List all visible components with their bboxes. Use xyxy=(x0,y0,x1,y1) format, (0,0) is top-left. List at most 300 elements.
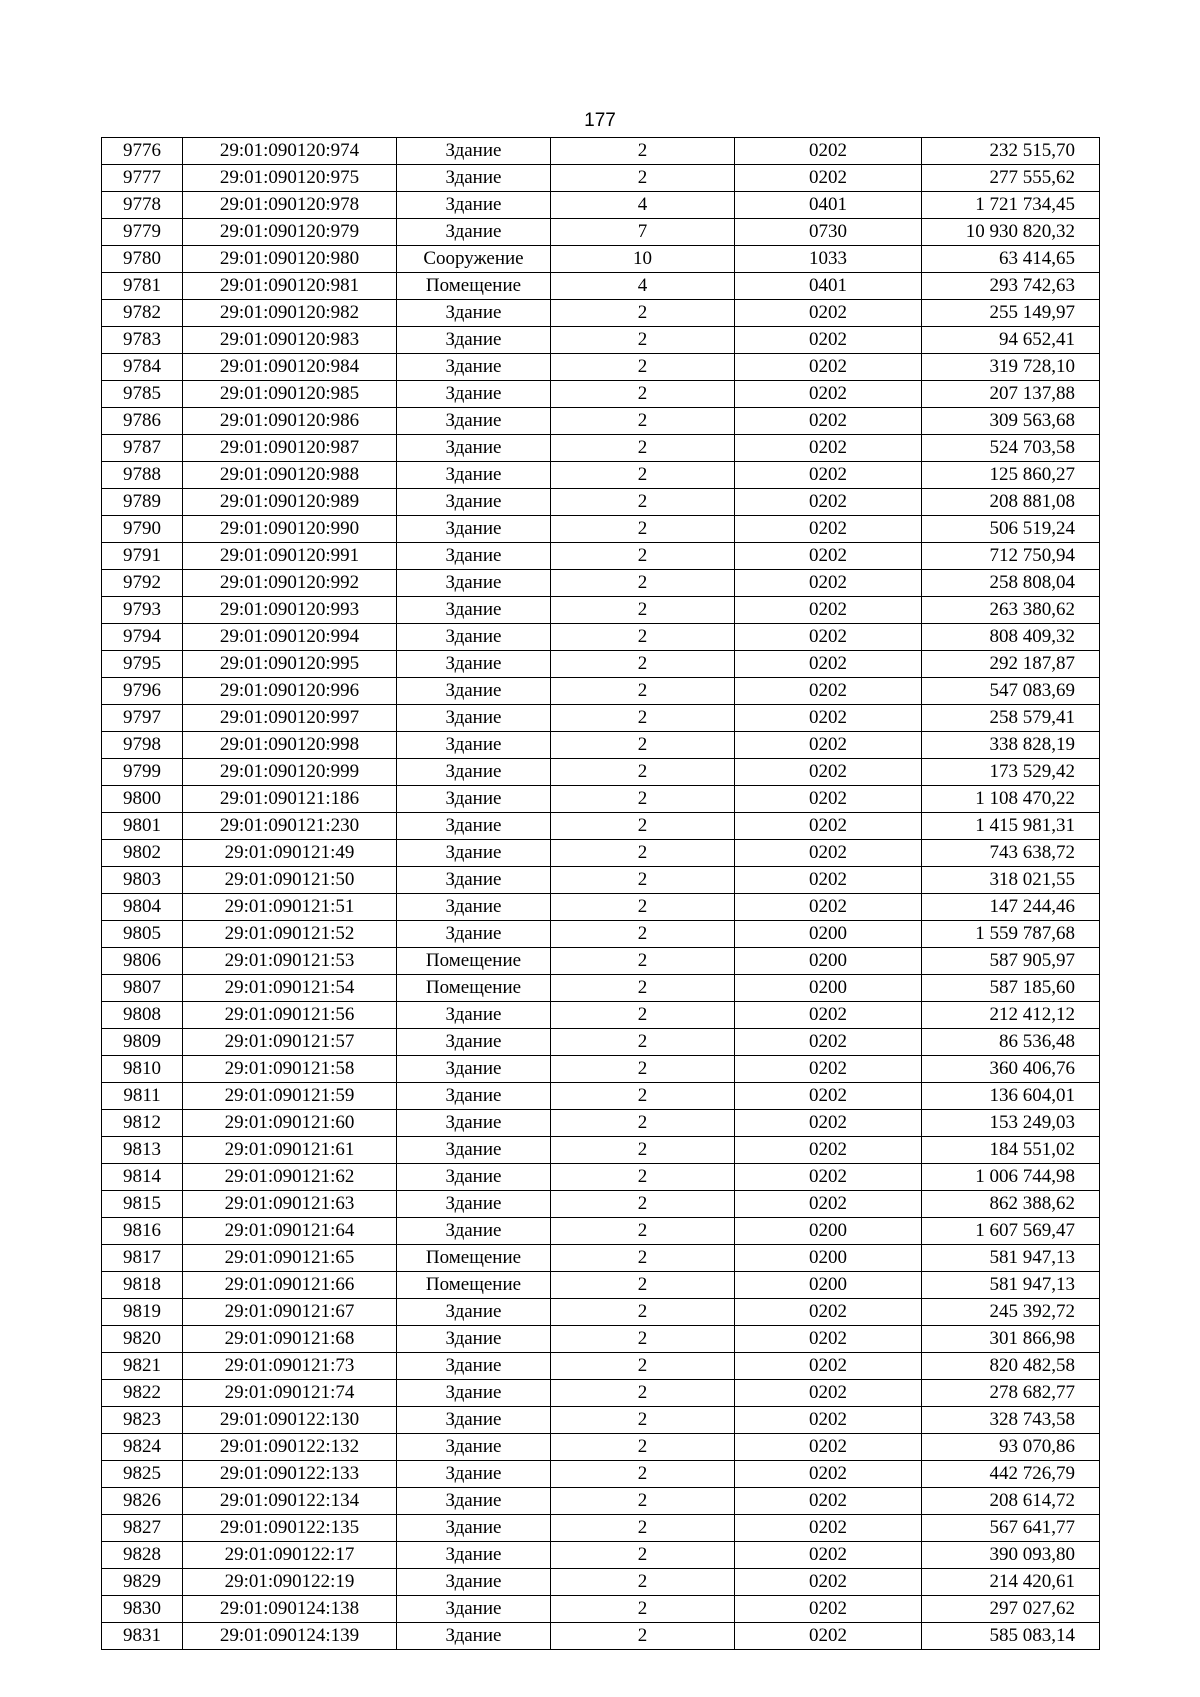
row-number-cell: 9794 xyxy=(102,624,183,651)
cadastral-value-cell: 255 149,97 xyxy=(922,300,1100,327)
row-number-cell: 9818 xyxy=(102,1272,183,1299)
row-number-cell: 9782 xyxy=(102,300,183,327)
group-number-cell: 2 xyxy=(551,1245,735,1272)
cadastral-value-cell: 442 726,79 xyxy=(922,1461,1100,1488)
row-number-cell: 9791 xyxy=(102,543,183,570)
subgroup-code-cell: 0202 xyxy=(735,300,922,327)
table-row xyxy=(102,678,1100,705)
group-number-cell: 2 xyxy=(551,1515,735,1542)
subgroup-code-cell: 0202 xyxy=(735,327,922,354)
cadastral-value-cell: 258 579,41 xyxy=(922,705,1100,732)
subgroup-code-cell: 0202 xyxy=(735,435,922,462)
row-number-cell: 9822 xyxy=(102,1380,183,1407)
cadastral-value-table xyxy=(101,137,1100,1650)
subgroup-code-cell: 0202 xyxy=(735,1488,922,1515)
subgroup-code-cell: 0202 xyxy=(735,1299,922,1326)
group-number-cell: 4 xyxy=(551,192,735,219)
table-row xyxy=(102,246,1100,273)
group-number-cell: 2 xyxy=(551,624,735,651)
subgroup-code-cell: 0202 xyxy=(735,1110,922,1137)
cadastral-value-cell: 63 414,65 xyxy=(922,246,1100,273)
table-row xyxy=(102,273,1100,300)
group-number-cell: 2 xyxy=(551,921,735,948)
table-row xyxy=(102,1434,1100,1461)
object-type-cell: Здание xyxy=(397,1299,551,1326)
subgroup-code-cell: 0202 xyxy=(735,1083,922,1110)
group-number-cell: 2 xyxy=(551,1110,735,1137)
cadastral-value-cell: 862 388,62 xyxy=(922,1191,1100,1218)
cadastral-value-cell: 153 249,03 xyxy=(922,1110,1100,1137)
table-row xyxy=(102,1218,1100,1245)
table-row xyxy=(102,1029,1100,1056)
row-number-cell: 9793 xyxy=(102,597,183,624)
cadastral-value-cell: 712 750,94 xyxy=(922,543,1100,570)
subgroup-code-cell: 0202 xyxy=(735,165,922,192)
row-number-cell: 9792 xyxy=(102,570,183,597)
cadastral-number-cell: 29:01:090121:54 xyxy=(183,975,397,1002)
subgroup-code-cell: 0202 xyxy=(735,1002,922,1029)
cadastral-number-cell: 29:01:090120:998 xyxy=(183,732,397,759)
cadastral-number-cell: 29:01:090121:230 xyxy=(183,813,397,840)
cadastral-value-cell: 318 021,55 xyxy=(922,867,1100,894)
subgroup-code-cell: 0202 xyxy=(735,786,922,813)
cadastral-number-cell: 29:01:090120:985 xyxy=(183,381,397,408)
table-row xyxy=(102,435,1100,462)
group-number-cell: 2 xyxy=(551,1353,735,1380)
object-type-cell: Здание xyxy=(397,138,551,165)
cadastral-value-cell: 547 083,69 xyxy=(922,678,1100,705)
table-row xyxy=(102,1569,1100,1596)
subgroup-code-cell: 0202 xyxy=(735,1596,922,1623)
cadastral-value-cell: 1 721 734,45 xyxy=(922,192,1100,219)
subgroup-code-cell: 0401 xyxy=(735,192,922,219)
object-type-cell: Здание xyxy=(397,489,551,516)
cadastral-value-cell: 208 881,08 xyxy=(922,489,1100,516)
object-type-cell: Здание xyxy=(397,192,551,219)
cadastral-number-cell: 29:01:090120:975 xyxy=(183,165,397,192)
cadastral-value-cell: 1 559 787,68 xyxy=(922,921,1100,948)
cadastral-number-cell: 29:01:090121:60 xyxy=(183,1110,397,1137)
group-number-cell: 2 xyxy=(551,813,735,840)
group-number-cell: 2 xyxy=(551,786,735,813)
table-row xyxy=(102,894,1100,921)
row-number-cell: 9827 xyxy=(102,1515,183,1542)
object-type-cell: Здание xyxy=(397,1380,551,1407)
cadastral-value-cell: 232 515,70 xyxy=(922,138,1100,165)
row-number-cell: 9824 xyxy=(102,1434,183,1461)
group-number-cell: 2 xyxy=(551,1326,735,1353)
subgroup-code-cell: 0202 xyxy=(735,1326,922,1353)
row-number-cell: 9805 xyxy=(102,921,183,948)
subgroup-code-cell: 0202 xyxy=(735,813,922,840)
row-number-cell: 9815 xyxy=(102,1191,183,1218)
object-type-cell: Здание xyxy=(397,1461,551,1488)
row-number-cell: 9803 xyxy=(102,867,183,894)
row-number-cell: 9781 xyxy=(102,273,183,300)
cadastral-number-cell: 29:01:090120:988 xyxy=(183,462,397,489)
cadastral-number-cell: 29:01:090120:996 xyxy=(183,678,397,705)
cadastral-value-cell: 245 392,72 xyxy=(922,1299,1100,1326)
cadastral-number-cell: 29:01:090121:59 xyxy=(183,1083,397,1110)
object-type-cell: Здание xyxy=(397,1083,551,1110)
table-row xyxy=(102,1326,1100,1353)
subgroup-code-cell: 0202 xyxy=(735,840,922,867)
subgroup-code-cell: 0200 xyxy=(735,1218,922,1245)
group-number-cell: 2 xyxy=(551,1002,735,1029)
cadastral-number-cell: 29:01:090121:66 xyxy=(183,1272,397,1299)
subgroup-code-cell: 0202 xyxy=(735,894,922,921)
row-number-cell: 9816 xyxy=(102,1218,183,1245)
table-row xyxy=(102,651,1100,678)
table-row xyxy=(102,624,1100,651)
row-number-cell: 9820 xyxy=(102,1326,183,1353)
group-number-cell: 7 xyxy=(551,219,735,246)
cadastral-value-cell: 808 409,32 xyxy=(922,624,1100,651)
cadastral-value-cell: 277 555,62 xyxy=(922,165,1100,192)
group-number-cell: 2 xyxy=(551,975,735,1002)
cadastral-value-cell: 94 652,41 xyxy=(922,327,1100,354)
table-row xyxy=(102,921,1100,948)
subgroup-code-cell: 0202 xyxy=(735,1353,922,1380)
object-type-cell: Здание xyxy=(397,435,551,462)
cadastral-number-cell: 29:01:090122:133 xyxy=(183,1461,397,1488)
cadastral-number-cell: 29:01:090121:61 xyxy=(183,1137,397,1164)
table-row xyxy=(102,570,1100,597)
row-number-cell: 9795 xyxy=(102,651,183,678)
cadastral-value-cell: 585 083,14 xyxy=(922,1623,1100,1650)
table-row xyxy=(102,948,1100,975)
cadastral-value-cell: 301 866,98 xyxy=(922,1326,1100,1353)
group-number-cell: 2 xyxy=(551,462,735,489)
object-type-cell: Здание xyxy=(397,1029,551,1056)
table-row xyxy=(102,732,1100,759)
row-number-cell: 9819 xyxy=(102,1299,183,1326)
object-type-cell: Здание xyxy=(397,894,551,921)
cadastral-value-cell: 360 406,76 xyxy=(922,1056,1100,1083)
subgroup-code-cell: 0202 xyxy=(735,732,922,759)
cadastral-number-cell: 29:01:090120:993 xyxy=(183,597,397,624)
row-number-cell: 9821 xyxy=(102,1353,183,1380)
group-number-cell: 2 xyxy=(551,1299,735,1326)
table-row xyxy=(102,1542,1100,1569)
row-number-cell: 9778 xyxy=(102,192,183,219)
subgroup-code-cell: 0202 xyxy=(735,516,922,543)
group-number-cell: 4 xyxy=(551,273,735,300)
row-number-cell: 9796 xyxy=(102,678,183,705)
cadastral-number-cell: 29:01:090120:986 xyxy=(183,408,397,435)
group-number-cell: 2 xyxy=(551,165,735,192)
object-type-cell: Здание xyxy=(397,1434,551,1461)
object-type-cell: Здание xyxy=(397,1407,551,1434)
group-number-cell: 10 xyxy=(551,246,735,273)
table-row xyxy=(102,354,1100,381)
cadastral-number-cell: 29:01:090120:982 xyxy=(183,300,397,327)
object-type-cell: Здание xyxy=(397,678,551,705)
cadastral-value-cell: 581 947,13 xyxy=(922,1245,1100,1272)
table-row xyxy=(102,300,1100,327)
object-type-cell: Здание xyxy=(397,354,551,381)
table-row xyxy=(102,813,1100,840)
cadastral-value-cell: 390 093,80 xyxy=(922,1542,1100,1569)
cadastral-value-cell: 173 529,42 xyxy=(922,759,1100,786)
group-number-cell: 2 xyxy=(551,381,735,408)
subgroup-code-cell: 0202 xyxy=(735,597,922,624)
table-row xyxy=(102,462,1100,489)
cadastral-number-cell: 29:01:090121:186 xyxy=(183,786,397,813)
row-number-cell: 9808 xyxy=(102,1002,183,1029)
cadastral-number-cell: 29:01:090120:995 xyxy=(183,651,397,678)
cadastral-value-cell: 207 137,88 xyxy=(922,381,1100,408)
group-number-cell: 2 xyxy=(551,435,735,462)
row-number-cell: 9810 xyxy=(102,1056,183,1083)
object-type-cell: Здание xyxy=(397,813,551,840)
cadastral-number-cell: 29:01:090121:58 xyxy=(183,1056,397,1083)
object-type-cell: Здание xyxy=(397,705,551,732)
cadastral-value-cell: 309 563,68 xyxy=(922,408,1100,435)
object-type-cell: Здание xyxy=(397,1326,551,1353)
object-type-cell: Здание xyxy=(397,1191,551,1218)
row-number-cell: 9804 xyxy=(102,894,183,921)
table-row xyxy=(102,1488,1100,1515)
cadastral-value-cell: 136 604,01 xyxy=(922,1083,1100,1110)
group-number-cell: 2 xyxy=(551,1461,735,1488)
group-number-cell: 2 xyxy=(551,1569,735,1596)
cadastral-value-cell: 263 380,62 xyxy=(922,597,1100,624)
row-number-cell: 9776 xyxy=(102,138,183,165)
cadastral-value-cell: 258 808,04 xyxy=(922,570,1100,597)
object-type-cell: Здание xyxy=(397,786,551,813)
cadastral-value-cell: 297 027,62 xyxy=(922,1596,1100,1623)
subgroup-code-cell: 0202 xyxy=(735,1407,922,1434)
row-number-cell: 9798 xyxy=(102,732,183,759)
cadastral-value-cell: 292 187,87 xyxy=(922,651,1100,678)
cadastral-number-cell: 29:01:090120:974 xyxy=(183,138,397,165)
subgroup-code-cell: 0401 xyxy=(735,273,922,300)
object-type-cell: Здание xyxy=(397,732,551,759)
group-number-cell: 2 xyxy=(551,1542,735,1569)
table-row xyxy=(102,597,1100,624)
object-type-cell: Здание xyxy=(397,1596,551,1623)
subgroup-code-cell: 0202 xyxy=(735,678,922,705)
subgroup-code-cell: 0200 xyxy=(735,948,922,975)
object-type-cell: Здание xyxy=(397,1569,551,1596)
table-row xyxy=(102,1083,1100,1110)
cadastral-number-cell: 29:01:090121:52 xyxy=(183,921,397,948)
group-number-cell: 2 xyxy=(551,300,735,327)
cadastral-value-cell: 293 742,63 xyxy=(922,273,1100,300)
cadastral-value-cell: 208 614,72 xyxy=(922,1488,1100,1515)
cadastral-number-cell: 29:01:090121:63 xyxy=(183,1191,397,1218)
group-number-cell: 2 xyxy=(551,597,735,624)
subgroup-code-cell: 0202 xyxy=(735,705,922,732)
object-type-cell: Помещение xyxy=(397,975,551,1002)
table-row xyxy=(102,1407,1100,1434)
row-number-cell: 9780 xyxy=(102,246,183,273)
subgroup-code-cell: 0202 xyxy=(735,381,922,408)
object-type-cell: Здание xyxy=(397,516,551,543)
row-number-cell: 9797 xyxy=(102,705,183,732)
table-row xyxy=(102,867,1100,894)
cadastral-number-cell: 29:01:090120:983 xyxy=(183,327,397,354)
group-number-cell: 2 xyxy=(551,354,735,381)
cadastral-number-cell: 29:01:090122:134 xyxy=(183,1488,397,1515)
cadastral-number-cell: 29:01:090121:57 xyxy=(183,1029,397,1056)
cadastral-value-cell: 10 930 820,32 xyxy=(922,219,1100,246)
row-number-cell: 9823 xyxy=(102,1407,183,1434)
row-number-cell: 9807 xyxy=(102,975,183,1002)
row-number-cell: 9779 xyxy=(102,219,183,246)
subgroup-code-cell: 0202 xyxy=(735,1434,922,1461)
group-number-cell: 2 xyxy=(551,1137,735,1164)
cadastral-number-cell: 29:01:090124:138 xyxy=(183,1596,397,1623)
group-number-cell: 2 xyxy=(551,651,735,678)
subgroup-code-cell: 0202 xyxy=(735,1569,922,1596)
cadastral-value-cell: 1 108 470,22 xyxy=(922,786,1100,813)
cadastral-number-cell: 29:01:090120:999 xyxy=(183,759,397,786)
cadastral-number-cell: 29:01:090120:978 xyxy=(183,192,397,219)
cadastral-number-cell: 29:01:090121:65 xyxy=(183,1245,397,1272)
row-number-cell: 9799 xyxy=(102,759,183,786)
row-number-cell: 9812 xyxy=(102,1110,183,1137)
table-row xyxy=(102,1380,1100,1407)
cadastral-number-cell: 29:01:090121:49 xyxy=(183,840,397,867)
subgroup-code-cell: 0202 xyxy=(735,1542,922,1569)
cadastral-value-cell: 278 682,77 xyxy=(922,1380,1100,1407)
group-number-cell: 2 xyxy=(551,1623,735,1650)
subgroup-code-cell: 0202 xyxy=(735,624,922,651)
group-number-cell: 2 xyxy=(551,1056,735,1083)
subgroup-code-cell: 0202 xyxy=(735,759,922,786)
cadastral-number-cell: 29:01:090122:135 xyxy=(183,1515,397,1542)
object-type-cell: Здание xyxy=(397,840,551,867)
object-type-cell: Здание xyxy=(397,462,551,489)
table-row xyxy=(102,1272,1100,1299)
row-number-cell: 9831 xyxy=(102,1623,183,1650)
object-type-cell: Здание xyxy=(397,1002,551,1029)
row-number-cell: 9817 xyxy=(102,1245,183,1272)
object-type-cell: Здание xyxy=(397,327,551,354)
row-number-cell: 9801 xyxy=(102,813,183,840)
object-type-cell: Здание xyxy=(397,1488,551,1515)
cadastral-number-cell: 29:01:090121:74 xyxy=(183,1380,397,1407)
cadastral-value-cell: 328 743,58 xyxy=(922,1407,1100,1434)
row-number-cell: 9802 xyxy=(102,840,183,867)
subgroup-code-cell: 0202 xyxy=(735,1191,922,1218)
row-number-cell: 9814 xyxy=(102,1164,183,1191)
cadastral-number-cell: 29:01:090124:139 xyxy=(183,1623,397,1650)
subgroup-code-cell: 0202 xyxy=(735,138,922,165)
table-row xyxy=(102,138,1100,165)
table-row xyxy=(102,1056,1100,1083)
table-row xyxy=(102,1245,1100,1272)
cadastral-value-cell: 820 482,58 xyxy=(922,1353,1100,1380)
subgroup-code-cell: 0202 xyxy=(735,354,922,381)
object-type-cell: Здание xyxy=(397,1137,551,1164)
row-number-cell: 9830 xyxy=(102,1596,183,1623)
table-row xyxy=(102,1623,1100,1650)
object-type-cell: Здание xyxy=(397,651,551,678)
cadastral-number-cell: 29:01:090121:53 xyxy=(183,948,397,975)
cadastral-number-cell: 29:01:090120:989 xyxy=(183,489,397,516)
object-type-cell: Здание xyxy=(397,867,551,894)
object-type-cell: Здание xyxy=(397,1515,551,1542)
object-type-cell: Здание xyxy=(397,219,551,246)
table-row xyxy=(102,408,1100,435)
group-number-cell: 2 xyxy=(551,327,735,354)
cadastral-number-cell: 29:01:090120:991 xyxy=(183,543,397,570)
cadastral-value-cell: 319 728,10 xyxy=(922,354,1100,381)
row-number-cell: 9785 xyxy=(102,381,183,408)
cadastral-number-cell: 29:01:090120:994 xyxy=(183,624,397,651)
subgroup-code-cell: 0202 xyxy=(735,462,922,489)
object-type-cell: Помещение xyxy=(397,273,551,300)
subgroup-code-cell: 0202 xyxy=(735,1380,922,1407)
cadastral-number-cell: 29:01:090120:984 xyxy=(183,354,397,381)
group-number-cell: 2 xyxy=(551,759,735,786)
cadastral-number-cell: 29:01:090121:73 xyxy=(183,1353,397,1380)
row-number-cell: 9829 xyxy=(102,1569,183,1596)
table-row xyxy=(102,705,1100,732)
row-number-cell: 9783 xyxy=(102,327,183,354)
table-body xyxy=(102,138,1100,1650)
cadastral-value-cell: 1 415 981,31 xyxy=(922,813,1100,840)
object-type-cell: Здание xyxy=(397,1056,551,1083)
object-type-cell: Здание xyxy=(397,381,551,408)
cadastral-number-cell: 29:01:090120:987 xyxy=(183,435,397,462)
table-row xyxy=(102,1002,1100,1029)
subgroup-code-cell: 0202 xyxy=(735,867,922,894)
object-type-cell: Здание xyxy=(397,1110,551,1137)
group-number-cell: 2 xyxy=(551,894,735,921)
subgroup-code-cell: 0200 xyxy=(735,921,922,948)
object-type-cell: Здание xyxy=(397,1623,551,1650)
object-type-cell: Здание xyxy=(397,759,551,786)
subgroup-code-cell: 0200 xyxy=(735,975,922,1002)
group-number-cell: 2 xyxy=(551,516,735,543)
subgroup-code-cell: 0202 xyxy=(735,1056,922,1083)
group-number-cell: 2 xyxy=(551,1488,735,1515)
table-row xyxy=(102,219,1100,246)
row-number-cell: 9806 xyxy=(102,948,183,975)
subgroup-code-cell: 0202 xyxy=(735,1164,922,1191)
table-row xyxy=(102,1299,1100,1326)
row-number-cell: 9789 xyxy=(102,489,183,516)
cadastral-value-cell: 214 420,61 xyxy=(922,1569,1100,1596)
group-number-cell: 2 xyxy=(551,138,735,165)
table-row xyxy=(102,516,1100,543)
group-number-cell: 2 xyxy=(551,948,735,975)
table-row xyxy=(102,1596,1100,1623)
cadastral-value-cell: 93 070,86 xyxy=(922,1434,1100,1461)
group-number-cell: 2 xyxy=(551,1407,735,1434)
subgroup-code-cell: 0202 xyxy=(735,651,922,678)
cadastral-number-cell: 29:01:090122:130 xyxy=(183,1407,397,1434)
cadastral-number-cell: 29:01:090121:68 xyxy=(183,1326,397,1353)
cadastral-value-cell: 86 536,48 xyxy=(922,1029,1100,1056)
group-number-cell: 2 xyxy=(551,489,735,516)
table-row xyxy=(102,543,1100,570)
subgroup-code-cell: 0200 xyxy=(735,1245,922,1272)
subgroup-code-cell: 0202 xyxy=(735,570,922,597)
group-number-cell: 2 xyxy=(551,1164,735,1191)
table-row xyxy=(102,1191,1100,1218)
object-type-cell: Здание xyxy=(397,408,551,435)
group-number-cell: 2 xyxy=(551,1029,735,1056)
cadastral-number-cell: 29:01:090121:51 xyxy=(183,894,397,921)
cadastral-value-cell: 524 703,58 xyxy=(922,435,1100,462)
cadastral-number-cell: 29:01:090121:67 xyxy=(183,1299,397,1326)
table-row xyxy=(102,840,1100,867)
